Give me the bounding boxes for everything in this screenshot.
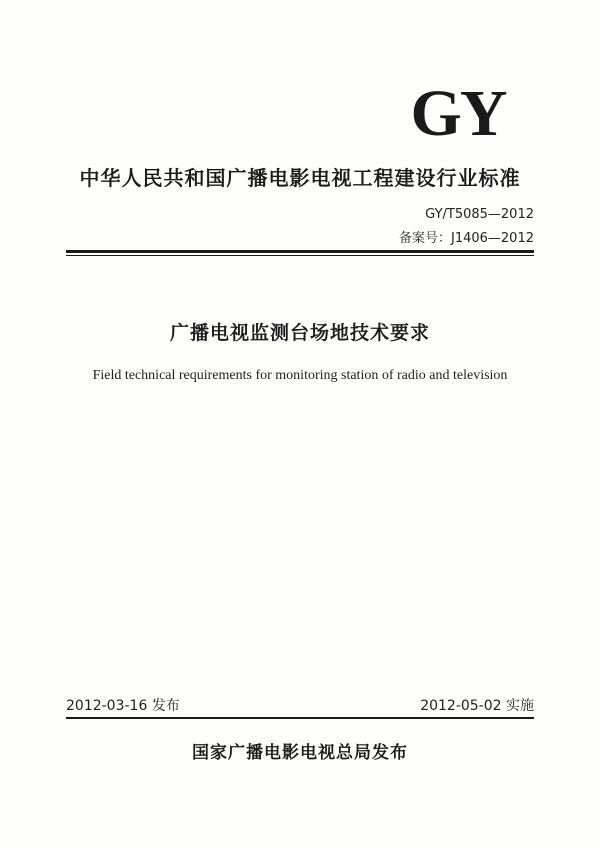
footer-rule: [66, 717, 534, 719]
chinese-title: 广播电视监测台场地技术要求: [169, 322, 430, 344]
issue-date: 2012-03-16 发布: [66, 698, 180, 714]
header-rule-thick: [66, 250, 534, 253]
implementation-date: 2012-05-02 实施: [420, 698, 534, 714]
svg-text:GY: GY: [410, 80, 506, 142]
issuing-authority: 国家广播电影电视总局发布: [192, 743, 408, 763]
english-title: Field technical requirements for monitoring station of radio and television: [92, 368, 508, 383]
gy-logo: [393, 80, 523, 142]
standard-number: GY/T5085—2012: [425, 207, 534, 222]
record-number: 备案号：J1406—2012: [398, 231, 534, 246]
header-rule-thin: [66, 255, 534, 256]
gy-logo-mark: [393, 80, 523, 142]
organization-title: 中华人民共和国广播电影电视工程建设行业标准: [79, 166, 521, 190]
